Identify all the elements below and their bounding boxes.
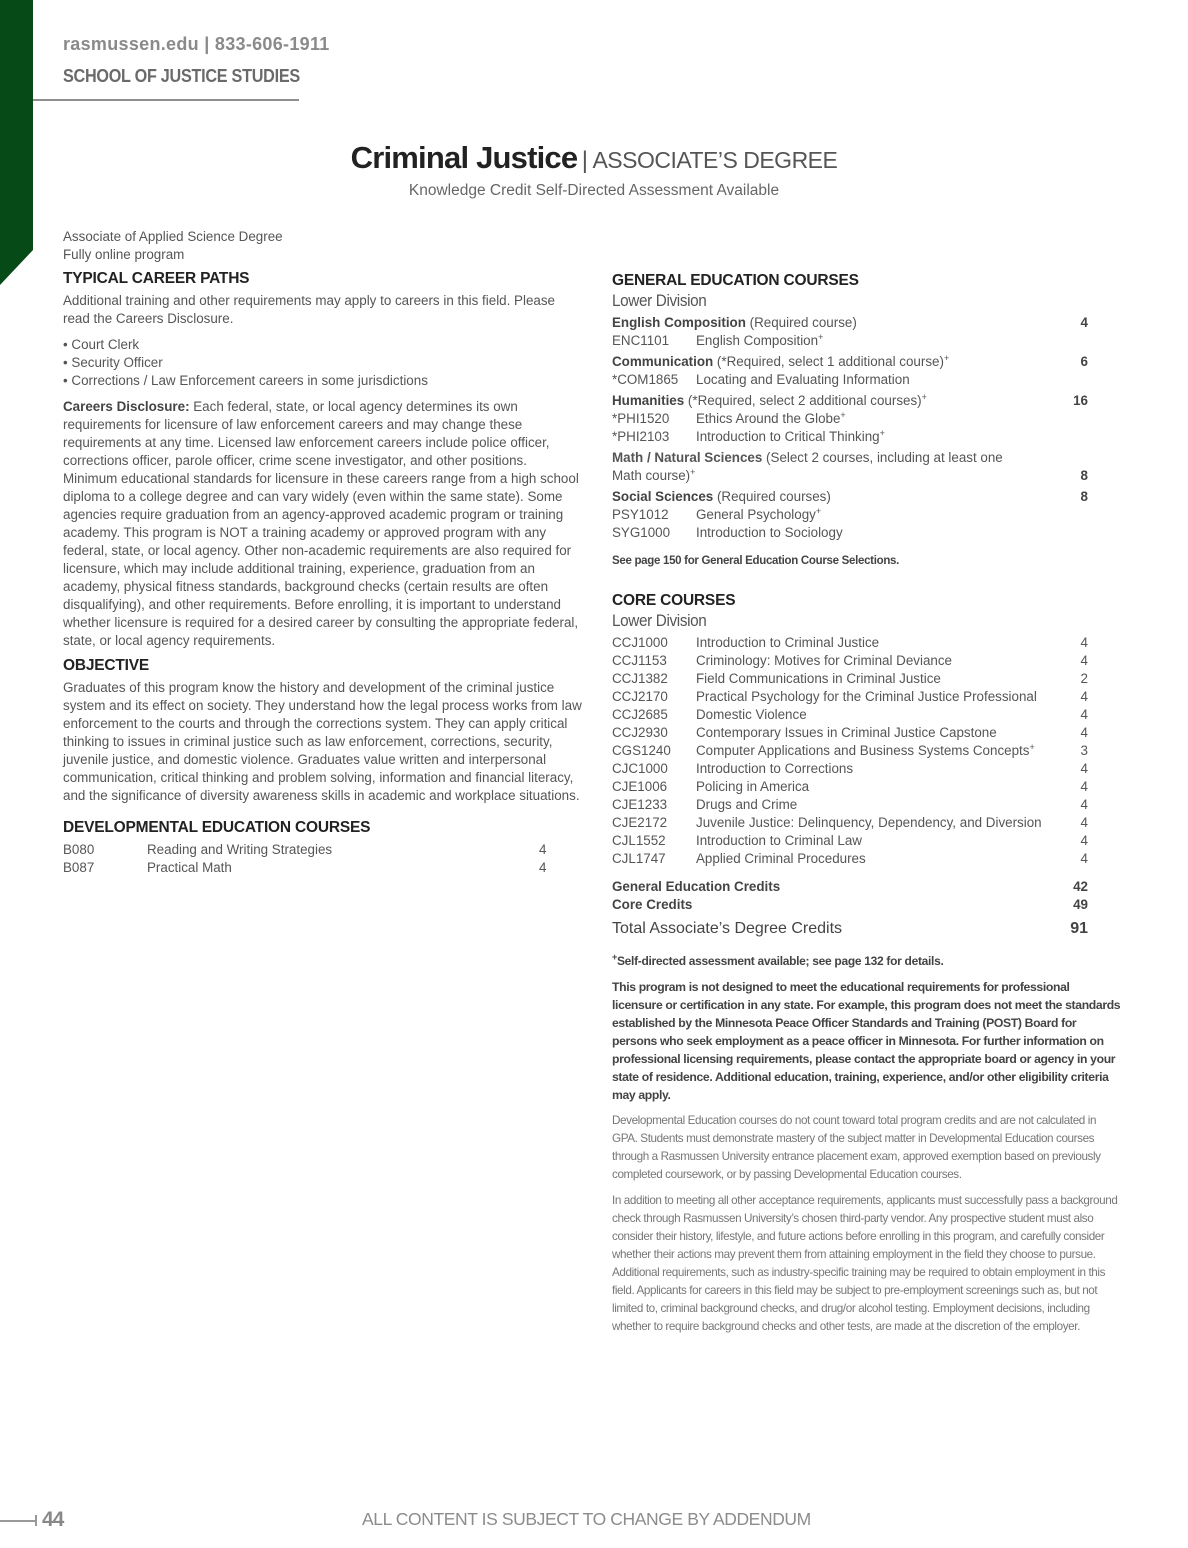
table-row [612, 724, 1088, 742]
core-division: Lower Division [612, 611, 707, 630]
course-code: CJE1233 [612, 797, 668, 812]
category-name: Humanities [612, 393, 685, 408]
table-row [612, 524, 1088, 542]
table-row [612, 778, 1088, 796]
table-row [612, 506, 1088, 524]
course-code: CCJ2930 [612, 725, 668, 740]
category-name: Communication [612, 354, 714, 369]
course-name: Ethics Around the Globe+ [696, 410, 846, 426]
course-code: CCJ1382 [612, 671, 668, 686]
objective-text: Graduates of this program know the history and development of the criminal justice system and its effect on society. They understand how the legal process works from law enforcement to the courts and through the corrections system. They can apply critical thinking to issues in criminal justice such as law enforcement, corrections, security, juvenile justice, and domestic violence. Graduates value written and interpersonal communication, critical thinking and problem solving, information and financial literacy, and the significance of diversity awareness skills in academic and workplace situations. [63, 680, 582, 803]
course-credits: 4 [1080, 797, 1088, 812]
list-item: • Security Officer [63, 355, 163, 370]
self-directed-marker: + [818, 332, 824, 342]
table-row [612, 706, 1088, 724]
course-name: Criminology: Motives for Criminal Deviance [696, 653, 952, 668]
table-row [612, 688, 1088, 706]
gen-ed-see-page-note: See page 150 for General Education Course Selections. [612, 555, 900, 567]
course-name: English Composition+ [696, 332, 824, 348]
category-credits: 6 [1080, 354, 1088, 369]
self-directed-marker: + [815, 506, 822, 516]
course-code: CJC1000 [612, 761, 668, 776]
course-name: Introduction to Corrections [696, 761, 854, 776]
career-paths-list [63, 336, 583, 390]
degree-type-title: ASSOCIATE’S DEGREE [592, 147, 838, 173]
table-row [63, 841, 583, 859]
course-name: Locating and Evaluating Information [696, 372, 910, 387]
course-credits: 4 [1080, 725, 1088, 740]
course-name: Contemporary Issues in Criminal Justice Capstone [696, 725, 997, 740]
gen-ed-credits-label: General Education Credits [612, 879, 781, 894]
developmental-course-list [63, 841, 583, 877]
self-directed-marker: + [943, 353, 950, 363]
course-code: SYG1000 [612, 525, 671, 540]
course-credits: 4 [1080, 833, 1088, 848]
category-credits: 8 [1080, 468, 1088, 483]
category-note: (*Required, select 2 additional courses) [684, 393, 922, 408]
category-humanities [612, 392, 1088, 410]
category-note: (Required course) [745, 315, 857, 330]
course-code: CCJ1153 [612, 653, 667, 668]
course-credits: 4 [1080, 779, 1088, 794]
core-credits-value: 49 [1073, 897, 1088, 912]
category-math-natural-sciences [612, 449, 1088, 485]
gen-ed-categories [612, 314, 1088, 542]
table-row [612, 850, 1088, 868]
table-row [612, 832, 1088, 850]
course-code: CJE1006 [612, 779, 668, 794]
category-note: (Required courses) [713, 489, 831, 504]
self-directed-marker: + [840, 410, 846, 420]
footer-notice: ALL CONTENT IS SUBJECT TO CHANGE BY ADDENDUM [362, 1509, 811, 1529]
course-code: B087 [63, 860, 95, 875]
course-code: *PHI1520 [612, 411, 670, 426]
disclosure-label: Careers Disclosure: [63, 399, 190, 414]
course-name: Domestic Violence [696, 707, 807, 722]
credit-totals [612, 878, 1088, 938]
course-name: Applied Criminal Procedures [696, 851, 866, 866]
course-code: *COM1865 [612, 372, 679, 387]
course-name: Drugs and Crime [696, 797, 798, 812]
careers-disclosure [63, 398, 583, 650]
category-note: (Select 2 courses, including at least one [762, 450, 1003, 465]
total-credits-label: Total Associate’s Degree Credits [612, 920, 843, 937]
background-check-disclaimer: In addition to meeting all other acceptance requirements, applicants must successfully pass a background check through Rasmussen University’s chosen third-party vendor. Any prospective student must also consider their history, lifestyle, and future actions before enrolling in this program, and carefully consider whether their actions may prevent them from attaining employment in the field they choose to pursue. Additional requirements, such as industry-specific training may be required to obtain employment in this field. Applicants for careers in this field may be subject to pre-employment screenings such as, but not limited to, criminal background checks, and drug/or alcohol testing. Employment decisions, including whether to require background checks and other tests, are made at the discretion of the employer. [612, 1194, 1118, 1333]
page-subtitle: Knowledge Credit Self-Directed Assessment Available [408, 182, 780, 199]
course-name: Introduction to Critical Thinking+ [696, 428, 885, 444]
program-title: Criminal Justice [350, 140, 578, 175]
course-name: Introduction to Sociology [696, 525, 843, 540]
school-name: SCHOOL OF JUSTICE STUDIES [63, 66, 300, 86]
course-name: Introduction to Criminal Law [696, 833, 862, 848]
core-heading: CORE COURSES [612, 592, 736, 609]
header-divider [33, 99, 299, 101]
total-credits-row [612, 920, 1088, 938]
career-paths-heading: TYPICAL CAREER PATHS [63, 270, 250, 287]
course-credits: 4 [1080, 689, 1088, 704]
course-code: CJL1552 [612, 833, 666, 848]
course-credits: 4 [539, 860, 547, 875]
disclosure-text: Each federal, state, or local agency determines its own requirements for licensure of law enforcement careers and may change these requirements at any time. Licensed law enforcement careers include police officer, corrections officer, parole officer, crime scene investigator, and other positions. Minimum educational standards for licensure in these careers range from a high school diploma to a college degree and can vary widely (even within the same state). Some agencies require graduation from an agency-approved academic program or training academy. This program is NOT a training academy or approved program with any federal, state, or local agency. Other non-academic requirements are also required for licensure, which may include additional training, experience, graduation from an academy, physical fitness standards, background checks (certain results are often disqualifying), and other requirements. Before enrolling, it is important to understand whether licensure is required for a desired career by consulting the appropriate federal, state, or local agency requirements. [63, 399, 579, 648]
category-credits: 4 [1080, 315, 1088, 330]
course-name: Introduction to Criminal Justice [696, 635, 880, 650]
course-code: CCJ2170 [612, 689, 668, 704]
course-code: B080 [63, 842, 95, 857]
self-directed-footnote: +Self-directed assessment available; see page 132 for details. [612, 952, 944, 968]
table-row [612, 371, 1088, 389]
course-name: General Psychology+ [696, 506, 822, 522]
gen-ed-credits-value: 42 [1073, 879, 1088, 894]
table-row [63, 859, 583, 877]
footer-rule [0, 1520, 36, 1522]
gen-ed-credits-row [612, 878, 1088, 896]
table-row [612, 652, 1088, 670]
course-credits: 2 [1080, 671, 1088, 686]
total-credits-value: 91 [1070, 920, 1088, 937]
course-name: Computer Applications and Business Systems Concepts+ [696, 742, 1035, 758]
course-name: Reading and Writing Strategies [147, 842, 333, 857]
course-credits: 4 [1080, 653, 1088, 668]
category-name: Social Sciences [612, 489, 714, 504]
course-name: Field Communications in Criminal Justice [696, 671, 941, 686]
title-separator: | [581, 147, 588, 174]
header-contact: rasmussen.edu | 833-606-1911 [63, 34, 330, 54]
table-row [612, 332, 1088, 350]
category-social-sciences [612, 488, 1088, 506]
category-name: English Composition [612, 315, 746, 330]
course-name: Policing in America [696, 779, 810, 794]
course-code: CCJ2685 [612, 707, 668, 722]
footer-rule-tick [35, 1515, 37, 1526]
core-credits-label: Core Credits [612, 897, 693, 912]
page-number: 44 [42, 1508, 64, 1531]
core-credits-row [612, 896, 1088, 914]
table-row [612, 410, 1088, 428]
course-code: CCJ1000 [612, 635, 668, 650]
course-credits: 4 [539, 842, 547, 857]
table-row [612, 670, 1088, 688]
list-item: • Court Clerk [63, 337, 140, 352]
gen-ed-heading: GENERAL EDUCATION COURSES [612, 272, 859, 289]
table-row [612, 742, 1088, 760]
core-course-list [612, 634, 1088, 868]
right-column [612, 272, 1122, 1344]
course-name: Juvenile Justice: Delinquency, Dependency, and Diversion [696, 815, 1042, 830]
course-name: Practical Math [147, 860, 232, 875]
licensure-disclaimer: This program is not designed to meet the educational requirements for professional licensure or certification in any state. For example, this program does not meet the standards established by the Minnesota Peace Officer Standards and Training (POST) Board for persons who seek employment as a peace officer in Minnesota. For further information on professional licensing requirements, please contact the appropriate board or agency in your state of residence. Additional education, training, experience, and/or other eligibility criteria may apply. [612, 980, 1121, 1102]
course-credits: 4 [1080, 707, 1088, 722]
table-row [612, 428, 1088, 446]
course-code: CGS1240 [612, 743, 671, 758]
category-name: Math / Natural Sciences [612, 450, 763, 465]
self-directed-marker: + [879, 428, 885, 438]
course-code: ENC1101 [612, 333, 670, 348]
self-directed-marker: + [690, 467, 696, 477]
self-directed-marker: + [921, 392, 927, 402]
category-english-composition [612, 314, 1088, 332]
degree-type: Associate of Applied Science Degree [63, 229, 283, 244]
left-column [63, 228, 583, 877]
developmental-disclaimer: Developmental Education courses do not count toward total program credits and are not calculated in GPA. Students must demonstrate mastery of the subject matter in Developmental Education courses through a Rasmussen University entrance placement exam, approved exemption based on previously completed coursework, or by passing Developmental Education courses. [612, 1114, 1101, 1181]
course-credits: 4 [1080, 635, 1088, 650]
objective-heading: OBJECTIVE [63, 657, 150, 674]
category-credits: 16 [1073, 393, 1088, 408]
course-code: PSY1012 [612, 507, 669, 522]
gen-ed-division: Lower Division [612, 291, 707, 310]
self-directed-marker: + [1029, 742, 1035, 752]
category-note: (*Required, select 1 additional course) [713, 354, 944, 369]
course-code: *PHI2103 [612, 429, 670, 444]
category-note-cont: Math course) [612, 468, 691, 483]
course-name: Practical Psychology for the Criminal Justice Professional [696, 689, 1037, 704]
category-credits: 8 [1080, 489, 1088, 504]
course-code: CJE2172 [612, 815, 668, 830]
course-code: CJL1747 [612, 851, 666, 866]
course-credits: 4 [1080, 815, 1088, 830]
course-credits: 3 [1080, 743, 1088, 758]
delivery-mode: Fully online program [63, 247, 185, 262]
category-communication [612, 353, 1088, 371]
developmental-heading: DEVELOPMENTAL EDUCATION COURSES [63, 819, 371, 836]
table-row [612, 814, 1088, 832]
course-credits: 4 [1080, 851, 1088, 866]
page-title [0, 140, 1188, 176]
list-item: • Corrections / Law Enforcement careers in some jurisdictions [63, 373, 428, 388]
career-paths-intro: Additional training and other requirements may apply to careers in this field. Please read the Careers Disclosure. [63, 293, 556, 326]
program-info [63, 228, 583, 264]
course-credits: 4 [1080, 761, 1088, 776]
table-row [612, 796, 1088, 814]
table-row [612, 634, 1088, 652]
table-row [612, 760, 1088, 778]
